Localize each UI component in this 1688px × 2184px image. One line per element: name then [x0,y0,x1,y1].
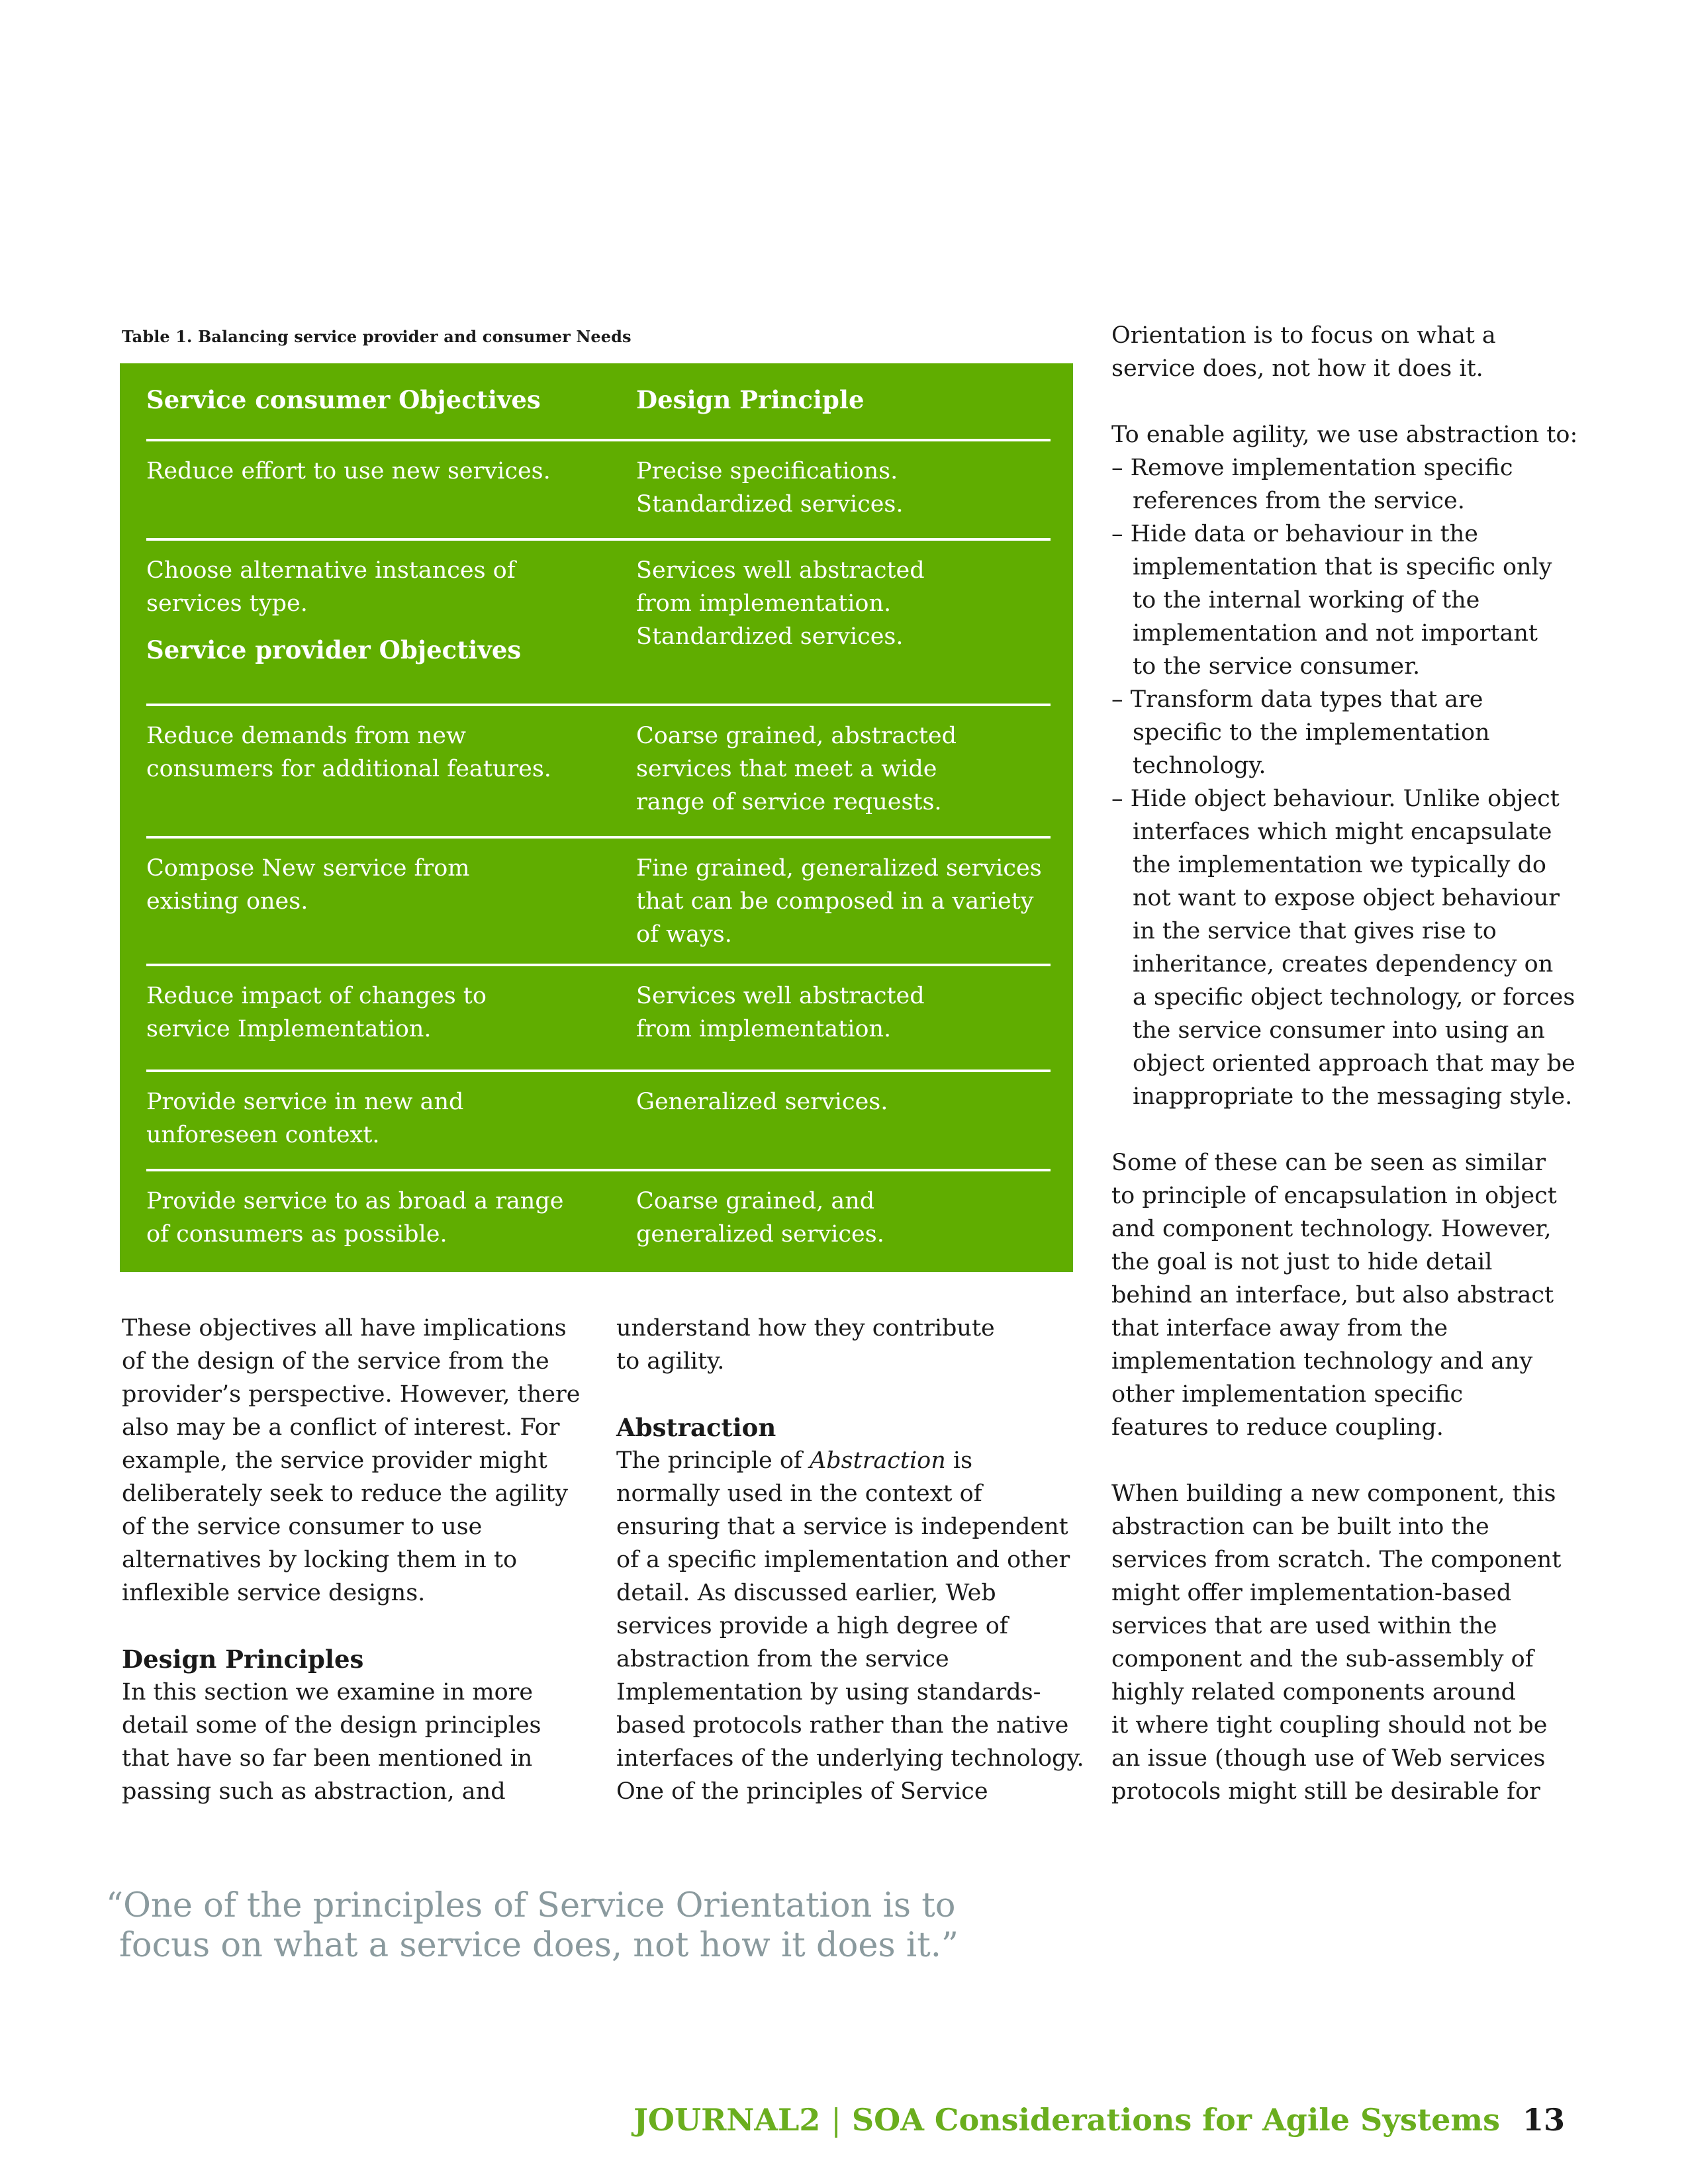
body-column-2 [616,1312,1093,1808]
bullet-line: – Hide object behaviour. Unlike object [1111,786,1560,812]
principle-line: Coarse grained, and [636,1188,875,1214]
text-line: The principle of Abstraction is [616,1447,973,1474]
table-caption: Table 1. Balancing service provider and consumer Needs [122,327,632,346]
header-consumer-objectives: Service consumer Objectives [146,385,541,414]
table-row [146,441,1051,541]
text-line: based protocols rather than the native [616,1712,1069,1739]
section-heading-abstraction: Abstraction [616,1413,776,1442]
text-line: behind an interface, but also abstract [1111,1282,1554,1308]
principle-line: from implementation. [636,1016,892,1042]
text-line: other implementation specific [1111,1381,1464,1408]
bullet-line: implementation and not important [1133,620,1538,647]
bullet-line: a specific object technology, or forces [1133,984,1575,1011]
pull-quote-line: focus on what a service does, not how it does it.” [119,1926,959,1965]
bullet-line: inappropriate to the messaging style. [1133,1083,1573,1110]
bullet-line: implementation that is specific only [1133,554,1552,580]
objective-line: Reduce effort to use new services. [146,458,551,484]
bullet-line: – Transform data types that are [1111,686,1483,713]
text-line: ensuring that a service is independent [616,1514,1068,1540]
principle-line: Standardized services. [636,491,904,518]
objectives-table [120,363,1073,1272]
text-line: understand how they contribute [616,1315,995,1342]
bullet-line: interfaces which might encapsulate [1133,819,1552,845]
text-line: protocols might still be desirable for [1111,1778,1540,1805]
text-line: passing such as abstraction, and [122,1778,506,1805]
objective-line: of consumers as possible. [146,1221,447,1248]
text-line: services provide a high degree of [616,1613,1008,1639]
text-line: inflexible service designs. [122,1580,426,1606]
page-footer [633,2102,1565,2138]
table-row [146,1072,1051,1171]
text-line: example, the service provider might [122,1447,547,1474]
text-line: services that are used within the [1111,1613,1497,1639]
objective-line: Provide service in new and [146,1089,464,1115]
bullet-line: to the service consumer. [1133,653,1421,680]
text-line: deliberately seek to reduce the agility [122,1480,569,1507]
text-line: provider’s perspective. However, there [122,1381,581,1408]
principle-line: from implementation. [636,590,892,617]
text-line: an issue (though use of Web services [1111,1745,1546,1772]
text-line: that have so far been mentioned in [122,1745,533,1772]
provider-objectives-subheading: Service provider Objectives [146,635,522,664]
page-number: 13 [1522,2102,1565,2138]
table-row [146,839,1051,966]
objective-line: unforeseen context. [146,1122,380,1148]
text-line: and component technology. However, [1111,1216,1552,1242]
principle-line: Coarse grained, abstracted [636,723,957,749]
text-line: services from scratch. The component [1111,1547,1562,1573]
text-line: Orientation is to focus on what a [1111,322,1496,349]
objective-line: Reduce impact of changes to [146,983,487,1009]
bullet-line: technology. [1133,752,1266,779]
body-column-1 [122,1312,585,1808]
text-line: to principle of encapsulation in object [1111,1183,1557,1209]
text-line: Some of these can be seen as similar [1111,1150,1546,1176]
principle-line: Standardized services. [636,623,904,650]
text-line: it where tight coupling should not be [1111,1712,1548,1739]
principle-line: range of service requests. [636,789,942,815]
text-line: service does, not how it does it. [1111,355,1483,382]
text-line: implementation technology and any [1111,1348,1533,1375]
objective-line: service Implementation. [146,1016,432,1042]
text-line: component and the sub-assembly of [1111,1646,1534,1672]
pull-quote-line: “One of the principles of Service Orientation is to [106,1886,956,1925]
text-line: alternatives by locking them in to [122,1547,518,1573]
bullet-line: the implementation we typically do [1133,852,1546,878]
text-line: the goal is not just to hide detail [1111,1249,1493,1275]
bullet-line: – Remove implementation specific [1111,455,1513,481]
bullet-line: – Hide data or behaviour in the [1111,521,1478,547]
text-line: When building a new component, this [1111,1480,1556,1507]
text-line: normally used in the context of [616,1480,982,1507]
section-heading-design-principles: Design Principles [122,1645,364,1674]
bullet-line: references from the service. [1133,488,1465,514]
header-design-principle: Design Principle [636,385,865,414]
article-title: SOA Considerations for Agile Systems [851,2102,1500,2138]
text-line: of a specific implementation and other [616,1547,1070,1573]
bullet-line: object oriented approach that may be [1133,1050,1575,1077]
table-header-row [146,363,1051,441]
table-row [146,541,1051,706]
principle-line: Precise specifications. [636,458,898,484]
text-line: detail some of the design principles [122,1712,541,1739]
body-column-3 [1111,319,1588,1808]
table-row [146,1171,1051,1271]
text-line: also may be a conflict of interest. For [122,1414,560,1441]
principle-line: of ways. [636,921,732,948]
bullet-line: to the internal working of the [1133,587,1480,614]
bullet-line: inheritance, creates dependency on [1133,951,1554,978]
text-line: abstraction can be built into the [1111,1514,1489,1540]
principle-line: Generalized services. [636,1089,888,1115]
text-line: To enable agility, we use abstraction to: [1111,422,1578,448]
text-line: that interface away from the [1111,1315,1448,1342]
text-line: interfaces of the underlying technology. [616,1745,1084,1772]
principle-line: that can be composed in a variety [636,888,1034,915]
principle-line: services that meet a wide [636,756,937,782]
text-line: might offer implementation-based [1111,1580,1512,1606]
table-row [146,706,1051,839]
principle-line: Services well abstracted [636,983,925,1009]
bullet-line: specific to the implementation [1133,719,1490,746]
text-line: of the design of the service from the [122,1348,549,1375]
bullet-line: the service consumer into using an [1133,1017,1545,1044]
text-line: These objectives all have implications [122,1315,567,1342]
objective-line: Reduce demands from new [146,723,466,749]
text-line: to agility. [616,1348,725,1375]
text-line: detail. As discussed earlier, Web [616,1580,996,1606]
footer-separator: | [831,2102,841,2138]
bullet-line: in the service that gives rise to [1133,918,1497,944]
text-line: highly related components around [1111,1679,1517,1706]
text-line: In this section we examine in more [122,1679,534,1706]
bullet-line: not want to expose object behaviour [1133,885,1560,911]
objective-line: existing ones. [146,888,308,915]
text-line: features to reduce coupling. [1111,1414,1444,1441]
text-line: Implementation by using standards- [616,1679,1041,1706]
text-line: abstraction from the service [616,1646,949,1672]
objective-line: services type. [146,590,308,617]
pull-quote [106,1886,959,1966]
text-line: One of the principles of Service [616,1778,988,1805]
objective-line: Provide service to as broad a range [146,1188,564,1214]
journal-name: JOURNAL2 [633,2102,821,2138]
table-row [146,966,1051,1072]
principle-line: Services well abstracted [636,557,925,584]
objective-line: Compose New service from [146,855,470,882]
objective-line: Choose alternative instances of [146,557,516,584]
objective-line: consumers for additional features. [146,756,551,782]
emphasis-abstraction: Abstraction [809,1447,946,1474]
principle-line: Fine grained, generalized services [636,855,1042,882]
principle-line: generalized services. [636,1221,884,1248]
text-line: of the service consumer to use [122,1514,483,1540]
